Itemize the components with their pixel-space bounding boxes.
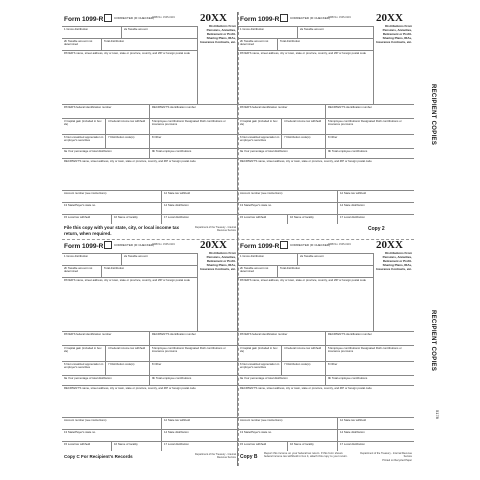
recipient-name-box[interactable]: RECIPIENT'S name, street address, city or town, state or province, country, and ZIP or foreign postal code [238, 385, 414, 417]
box-8[interactable]: 8 Other [326, 361, 414, 375]
box-2b[interactable]: 2b Taxable amount not determined [238, 38, 278, 50]
dept-treasury: Department of the Treasury - Internal Revenue Service [195, 453, 236, 459]
box-1[interactable]: 1 Gross distribution [62, 253, 122, 265]
box-13[interactable]: 13 State/Payer's state no. [62, 429, 162, 441]
box-16[interactable]: 16 Name of locality [288, 441, 338, 451]
box-9b[interactable]: 9b Total employee contributions [150, 375, 238, 385]
box-12[interactable]: 12 State tax withheld [162, 190, 238, 202]
product-sku: 5178 [435, 410, 440, 419]
account-number-box[interactable]: Account number (see instructions) [62, 190, 162, 202]
dept-treasury: Department of the Treasury - Internal Revenue Service [195, 226, 236, 232]
payer-tin-box[interactable]: PAYER'S federal identification number [62, 104, 150, 118]
payer-tin-box[interactable]: PAYER'S federal identification number [238, 331, 326, 345]
box-2b-total[interactable]: Total distribution [278, 38, 374, 50]
copy2-label: Copy 2 [368, 226, 385, 232]
form-description: Distributions From Pensions, Annuities, Retirement or Profit-Sharing Plans, IRAs, Insurance Contracts, etc. [200, 24, 236, 44]
dept-treasury: Department of the Treasury - Internal Revenue Service [360, 452, 412, 458]
corrected-label: CORRECTED (IF CHECKED) [290, 16, 331, 20]
box-2b[interactable]: 2b Taxable amount not determined [62, 38, 102, 50]
form-sheet [62, 12, 414, 466]
box-9b[interactable]: 9b Total employee contributions [326, 148, 414, 158]
recipient-name-box[interactable]: RECIPIENT'S name, street address, city or town, state or province, country, and ZIP or foreign postal code [62, 385, 238, 417]
form-description: Distributions From Pensions, Annuities, Retirement or Profit-Sharing Plans, IRAs, Insurance Contracts, etc. [376, 24, 412, 44]
box-14[interactable]: 14 State distribution [338, 429, 414, 441]
box-12[interactable]: 12 State tax withheld [162, 417, 238, 429]
box-5[interactable]: 5 Employee contributions/ Designated Roth contributions or insurance premiums [150, 345, 238, 361]
box-15[interactable]: 15 Local tax withheld [238, 214, 288, 224]
recycled-paper-note: Printed on Recycled Paper [382, 459, 412, 462]
box-15[interactable]: 15 Local tax withheld [62, 214, 112, 224]
box-6[interactable]: 6 Net unrealized appreciation in employer's securities [238, 361, 282, 375]
recipient-tin-box[interactable]: RECIPIENT'S identification number [150, 104, 238, 118]
box-7[interactable]: 7 Distribution code(s) [282, 134, 326, 148]
corrected-checkbox[interactable] [280, 14, 288, 22]
box-3[interactable]: 3 Capital gain (included in box 2a) [238, 345, 282, 361]
box-4[interactable]: 4 Federal income tax withheld [282, 118, 326, 134]
box-9a[interactable]: 9a Your percentage of total distribution [62, 375, 150, 385]
recipient-copies-label-bottom: RECIPIENT COPIES [430, 310, 436, 372]
box-4[interactable]: 4 Federal income tax withheld [282, 345, 326, 361]
box-15[interactable]: 15 Local tax withheld [62, 441, 112, 451]
recipient-tin-box[interactable]: RECIPIENT'S identification number [150, 331, 238, 345]
box-2a[interactable]: 2a Taxable amount [298, 26, 374, 38]
box-12[interactable]: 12 State tax withheld [338, 417, 414, 429]
box-1[interactable]: 1 Gross distribution [238, 26, 298, 38]
payer-name-box[interactable]: PAYER'S name, street address, city or town, state or province, country, and ZIP or foreign postal code [238, 277, 374, 331]
box-2b-total[interactable]: Total distribution [102, 38, 198, 50]
box-2b-total[interactable]: Total distribution [102, 265, 198, 277]
form-top-left [62, 12, 238, 239]
box-14[interactable]: 14 State distribution [162, 202, 238, 214]
box-14[interactable]: 14 State distribution [338, 202, 414, 214]
box-8[interactable]: 8 Other [326, 134, 414, 148]
account-number-box[interactable]: Account number (see instructions) [238, 417, 338, 429]
corrected-label: CORRECTED (IF CHECKED) [114, 16, 155, 20]
corrected-label: CORRECTED (IF CHECKED) [290, 243, 331, 247]
box-4[interactable]: 4 Federal income tax withheld [106, 118, 150, 134]
box-1[interactable]: 1 Gross distribution [238, 253, 298, 265]
box-8[interactable]: 8 Other [150, 134, 238, 148]
box-9a[interactable]: 9a Your percentage of total distribution [238, 375, 326, 385]
copy-b-label: Copy B [240, 454, 258, 460]
form-name: Form 1099-R [64, 16, 104, 23]
top-half [62, 12, 414, 239]
box-16[interactable]: 16 Name of locality [288, 214, 338, 224]
box-16[interactable]: 16 Name of locality [112, 441, 162, 451]
copy-b-instructions: Report this income on your federal tax return. If this form shows federal income tax withheld in box 4, attach this copy to your return. [264, 451, 348, 459]
form-description: Distributions From Pensions, Annuities, Retirement or Profit-Sharing Plans, IRAs, Insurance Contracts, etc. [200, 251, 236, 271]
box-9b[interactable]: 9b Total employee contributions [326, 375, 414, 385]
box-3[interactable]: 3 Capital gain (included in box 2a) [62, 118, 106, 134]
corrected-checkbox[interactable] [104, 241, 112, 249]
box-15[interactable]: 15 Local tax withheld [238, 441, 288, 451]
recipient-copies-label-top: RECIPIENT COPIES [430, 84, 436, 146]
omb-number: OMB No. 1545-0119 [328, 243, 351, 246]
form-name: Form 1099-R [240, 16, 280, 23]
copy-c-label: Copy C For Recipient's Records [64, 454, 133, 459]
form-year: 20XX [200, 239, 227, 251]
form-name: Form 1099-R [64, 243, 104, 250]
box-14[interactable]: 14 State distribution [162, 429, 238, 441]
box-6[interactable]: 6 Net unrealized appreciation in employer's securities [238, 134, 282, 148]
box-17[interactable]: 17 Local distribution [338, 214, 414, 224]
recipient-tin-box[interactable]: RECIPIENT'S identification number [326, 331, 414, 345]
box-13[interactable]: 13 State/Payer's state no. [238, 429, 338, 441]
form-bottom-right [238, 239, 414, 466]
box-3[interactable]: 3 Capital gain (included in box 2a) [238, 118, 282, 134]
bottom-half [62, 239, 414, 466]
corrected-label: CORRECTED (IF CHECKED) [114, 243, 155, 247]
account-number-box[interactable]: Account number (see instructions) [62, 417, 162, 429]
box-7[interactable]: 7 Distribution code(s) [282, 361, 326, 375]
box-6[interactable]: 6 Net unrealized appreciation in employer's securities [62, 134, 106, 148]
box-17[interactable]: 17 Local distribution [162, 441, 238, 451]
box-9b[interactable]: 9b Total employee contributions [150, 148, 238, 158]
box-2a[interactable]: 2a Taxable amount [122, 253, 198, 265]
form-year: 20XX [200, 12, 227, 24]
payer-name-box[interactable]: PAYER'S name, street address, city or town, state or province, country, and ZIP or foreign postal code [62, 277, 198, 331]
box-17[interactable]: 17 Local distribution [162, 214, 238, 224]
payer-tin-box[interactable]: PAYER'S federal identification number [62, 331, 150, 345]
form-year: 20XX [376, 239, 403, 251]
box-2b-total[interactable]: Total distribution [278, 265, 374, 277]
box-2a[interactable]: 2a Taxable amount [122, 26, 198, 38]
box-17[interactable]: 17 Local distribution [338, 441, 414, 451]
box-13[interactable]: 13 State/Payer's state no. [62, 202, 162, 214]
box-1[interactable]: 1 Gross distribution [62, 26, 122, 38]
recipient-tin-box[interactable]: RECIPIENT'S identification number [326, 104, 414, 118]
omb-number: OMB No. 1545-0119 [152, 243, 175, 246]
box-13[interactable]: 13 State/Payer's state no. [238, 202, 338, 214]
box-7[interactable]: 7 Distribution code(s) [106, 134, 150, 148]
payer-name-box[interactable]: PAYER'S name, street address, city or town, state or province, country, and ZIP or foreign postal code [238, 50, 374, 104]
box-8[interactable]: 8 Other [150, 361, 238, 375]
recipient-name-box[interactable]: RECIPIENT'S name, street address, city or town, state or province, country, and ZIP or foreign postal code [238, 158, 414, 190]
form-year: 20XX [376, 12, 403, 24]
box-4[interactable]: 4 Federal income tax withheld [106, 345, 150, 361]
form-description: Distributions From Pensions, Annuities, Retirement or Profit-Sharing Plans, IRAs, Insurance Contracts, etc. [376, 251, 412, 271]
form-top-right [238, 12, 414, 239]
corrected-checkbox[interactable] [104, 14, 112, 22]
box-16[interactable]: 16 Name of locality [112, 214, 162, 224]
box-5[interactable]: 5 Employee contributions/ Designated Roth contributions or insurance premiums [326, 118, 414, 134]
box-2b[interactable]: 2b Taxable amount not determined [62, 265, 102, 277]
recipient-name-box[interactable]: RECIPIENT'S name, street address, city or town, state or province, country, and ZIP or foreign postal code [62, 158, 238, 190]
omb-number: OMB No. 1545-0119 [328, 16, 351, 19]
box-7[interactable]: 7 Distribution code(s) [106, 361, 150, 375]
copy2-instructions: File this copy with your state, city, or local income tax return, when required. [64, 225, 179, 236]
box-5[interactable]: 5 Employee contributions/ Designated Roth contributions or insurance premiums [150, 118, 238, 134]
box-3[interactable]: 3 Capital gain (included in box 2a) [62, 345, 106, 361]
box-5[interactable]: 5 Employee contributions/ Designated Roth contributions or insurance premiums [326, 345, 414, 361]
corrected-checkbox[interactable] [280, 241, 288, 249]
omb-number: OMB No. 1545-0119 [152, 16, 175, 19]
form-bottom-left [62, 239, 238, 466]
box-2a[interactable]: 2a Taxable amount [298, 253, 374, 265]
form-name: Form 1099-R [240, 243, 280, 250]
box-2b[interactable]: 2b Taxable amount not determined [238, 265, 278, 277]
box-9a[interactable]: 9a Your percentage of total distribution [238, 148, 326, 158]
account-number-box[interactable]: Account number (see instructions) [238, 190, 338, 202]
box-6[interactable]: 6 Net unrealized appreciation in employer's securities [62, 361, 106, 375]
box-9a[interactable]: 9a Your percentage of total distribution [62, 148, 150, 158]
payer-name-box[interactable]: PAYER'S name, street address, city or town, state or province, country, and ZIP or foreign postal code [62, 50, 198, 104]
box-12[interactable]: 12 State tax withheld [338, 190, 414, 202]
payer-tin-box[interactable]: PAYER'S federal identification number [238, 104, 326, 118]
